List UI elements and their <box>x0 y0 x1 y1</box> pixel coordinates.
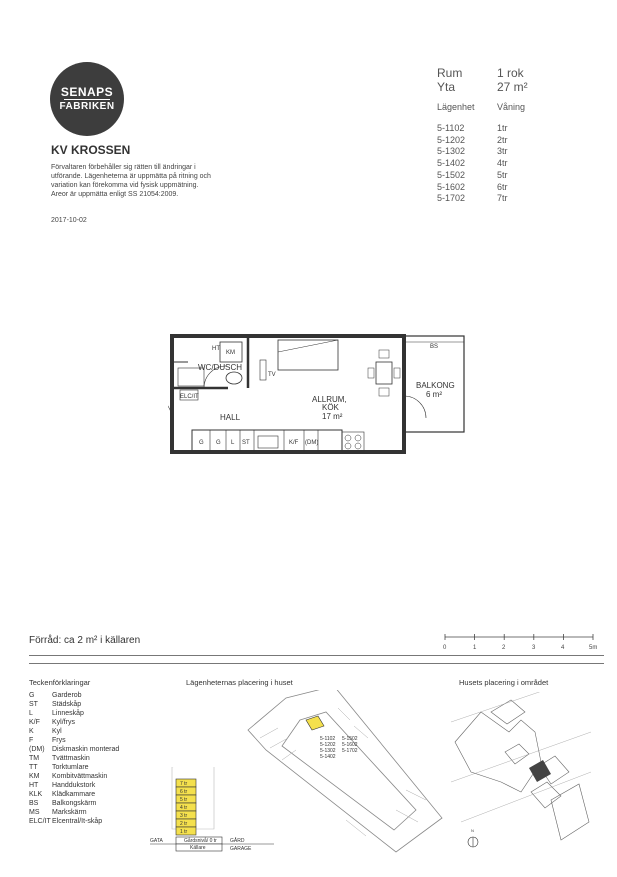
placement-unit-id: 5-1702 <box>342 748 358 754</box>
ht-label: HT <box>212 346 220 352</box>
placement-unit-id: 5-1402 <box>320 754 336 760</box>
building-outline <box>248 690 442 852</box>
bed <box>278 340 338 370</box>
unit-floor: 7tr <box>497 193 508 204</box>
floor-column-header: Våning <box>497 102 526 112</box>
legend-item: ST Städskåp <box>29 701 82 708</box>
allrum-area: 17 m² <box>322 412 343 421</box>
dishwasher-label: (DM) <box>305 440 319 446</box>
storage-note: Förråd: ca 2 m² i källaren <box>29 635 141 646</box>
unit-floor: 5tr <box>497 169 508 180</box>
building-plan-diagram <box>246 690 456 860</box>
legend-item: (DM) Diskmaskin monterad <box>29 746 120 753</box>
ground-label: Gårdsnivå/ 0 tr <box>184 838 217 844</box>
legend-title: Teckenförklaringar <box>29 678 91 687</box>
rooms-label: Rum <box>437 66 463 80</box>
legend-item: K Kyl <box>29 728 62 735</box>
area-street-block <box>551 784 589 840</box>
floor-level-label: 3 tr <box>180 813 188 819</box>
bs-label: BS <box>430 344 439 350</box>
project-title: KV KROSSEN <box>51 143 131 157</box>
stove-burner <box>355 435 361 441</box>
scale-label: 4 <box>561 645 565 651</box>
area-map-diagram <box>451 692 591 862</box>
legend-item: TM Tvättmaskin <box>29 755 90 762</box>
kok-label: KÖK <box>322 403 339 412</box>
logo-line1: SENAPS <box>60 85 114 99</box>
stove-burner <box>345 443 351 449</box>
floor-level-label: 6 tr <box>180 789 188 795</box>
floor-level-label: 2 tr <box>180 821 188 827</box>
legend-item: F Frys <box>29 737 66 744</box>
unit-id: 5-1702 <box>437 193 466 204</box>
kitchen-counter <box>192 430 342 452</box>
placement-unit-id: 5-1202 <box>320 742 336 748</box>
floor-plan-drawing <box>168 332 468 462</box>
legend-item: BS Balkongskärm <box>29 800 97 807</box>
unit-id: 5-1402 <box>437 158 466 169</box>
disclaimer-text: Förvaltaren förbehåller sig rätten till ändringar i utförande. Lägenheterna är uppmätta på ritning och variation kan förekomma vid fysisk uppmätning. Areor är uppmätta enligt SS 21054:2009. <box>51 164 211 198</box>
scale-label: 0 <box>443 645 447 651</box>
placement-unit-id: 5-1302 <box>320 748 336 754</box>
unit-floor: 2tr <box>497 134 508 145</box>
floor-level-label: 4 tr <box>180 805 188 811</box>
unit-id: 5-1502 <box>437 169 466 180</box>
scale-label: 1 <box>473 645 477 651</box>
unit-floor: 3tr <box>497 146 508 157</box>
legend-item: K/F Kyl/frys <box>29 719 75 726</box>
floor-level-label: 7 tr <box>180 781 188 787</box>
kylfrys-label: K/F <box>289 440 299 446</box>
unit-id: 5-1302 <box>437 146 466 157</box>
floor-level-label: 5 tr <box>180 797 188 803</box>
balcony-label: BALKONG <box>416 381 455 390</box>
outer-wall <box>172 336 404 452</box>
unit-floor: 4tr <box>497 158 508 169</box>
north-label: N <box>471 828 474 833</box>
area-label: Yta <box>437 80 456 94</box>
garderob-label: G <box>216 440 221 446</box>
plan-date: 2017-10-02 <box>51 217 87 224</box>
scale-bar <box>443 631 603 655</box>
toilet <box>226 372 242 384</box>
area-value: 27 m² <box>497 80 528 94</box>
unit-column-header: Lägenhet <box>437 102 475 112</box>
placement-unit-id: 5-1602 <box>342 742 358 748</box>
legend-item: MS Markskärm <box>29 809 87 816</box>
unit-id: 5-1202 <box>437 134 466 145</box>
basement-label: Källare <box>190 845 206 851</box>
scale-label: 2 <box>502 645 506 651</box>
legend-item: KM Kombitvättmaskin <box>29 773 108 780</box>
section-divider <box>29 663 604 664</box>
placement-title: Lägenheternas placering i huset <box>186 678 293 687</box>
neighbor-building <box>505 744 529 764</box>
dining-table <box>376 362 392 384</box>
floor-level-label: 1 tr <box>180 829 188 835</box>
legend-item: KLK Klädkammare <box>29 791 96 798</box>
hall-label: HALL <box>220 413 241 422</box>
legend-item: L Linneskåp <box>29 710 84 717</box>
placement-unit-id: 5-1502 <box>342 736 358 742</box>
garage-label: GARAGE <box>230 846 252 852</box>
legend-item: HT Handdukstork <box>29 782 96 789</box>
scale-label: 5m <box>589 645 598 651</box>
stove-burner <box>355 443 361 449</box>
unit-id: 5-1602 <box>437 181 466 192</box>
legend-item: ELC/ITElcentral/It-skåp <box>29 818 103 825</box>
gard-label: GÅRD <box>230 838 245 844</box>
garderob-label: G <box>199 440 204 446</box>
legend-list <box>29 691 119 826</box>
km-label: KM <box>226 350 235 356</box>
area-street-block <box>455 712 541 792</box>
legend-item: G Garderob <box>29 692 82 699</box>
stove-burner <box>345 435 351 441</box>
stove <box>342 432 364 452</box>
section-divider <box>29 655 604 656</box>
courtyard-outline <box>282 712 416 830</box>
allrum-label: ALLRUM, <box>312 395 347 404</box>
unit-floor: 6tr <box>497 181 508 192</box>
unit-floor-list <box>497 123 508 205</box>
elc-label: ELC/IT <box>180 394 199 400</box>
unit-floor: 1tr <box>497 123 508 133</box>
unit-id: 5-1102 <box>437 123 465 133</box>
floorplan-sheet <box>6 10 606 868</box>
legend-item: TT Torktumlare <box>29 764 89 771</box>
tv-unit <box>260 360 266 380</box>
neighbor-building <box>531 782 561 808</box>
tv-label: TV <box>268 372 276 378</box>
logo-rule <box>64 99 110 100</box>
unit-id-list <box>437 123 465 205</box>
logo-line2: FABRIKEN <box>59 101 115 112</box>
gata-label: GATA <box>150 838 163 844</box>
sink <box>258 436 278 448</box>
stadskap-label: ST <box>242 440 250 446</box>
neighbor-building <box>491 700 525 724</box>
area-map-title: Husets placering i området <box>459 678 549 687</box>
wc-label: WC/DUSCH <box>198 363 242 372</box>
linneskap-label: L <box>231 440 235 446</box>
rooms-value: 1 rok <box>497 66 524 80</box>
highlighted-unit <box>306 716 324 730</box>
senaps-fabriken-logo <box>50 62 124 136</box>
scale-label: 3 <box>532 645 536 651</box>
placement-unit-id: 5-1102 <box>320 736 336 742</box>
balcony-area: 6 m² <box>426 390 442 399</box>
